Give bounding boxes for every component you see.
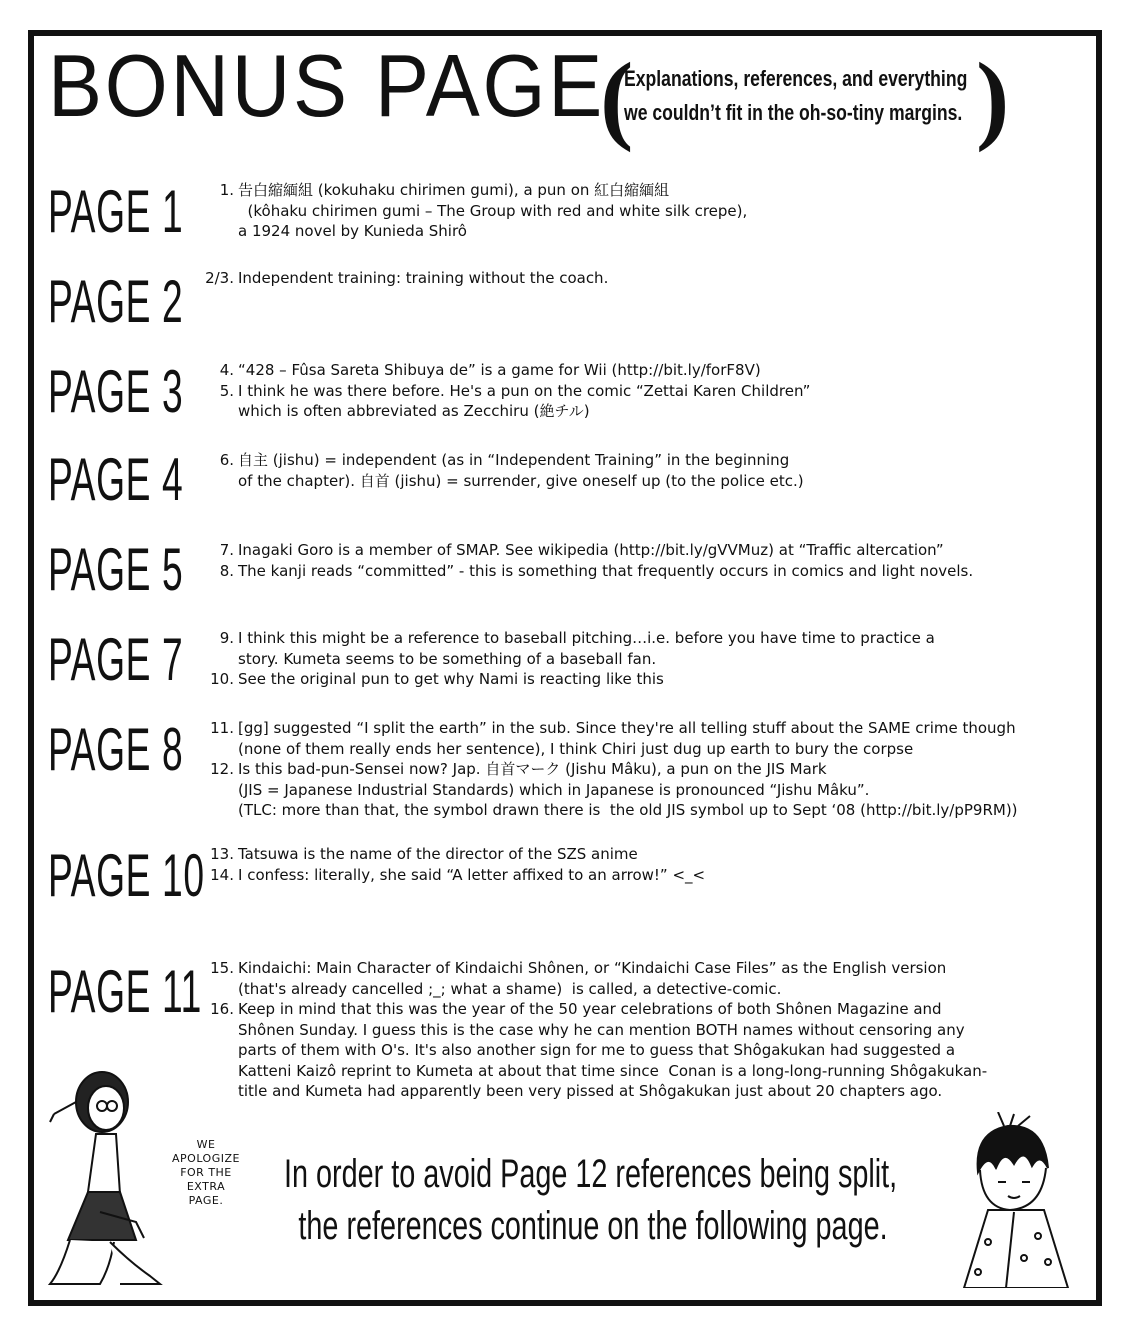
section-notes [202,628,935,690]
note-text: Is this bad-pun-Sensei now? Jap. 自首マーク (Jishu Mâku), a pun on the JIS Mark (JIS = Japanese Industrial Standards) which in Japanese is pronounced “Jishu Mâku”. (TLC: more than that, the symbol drawn there is the old JIS symbol up to Sept ‘08 (http://bit.ly/pP9RM)) [238,760,1018,819]
note-number: 11. [210,719,234,737]
section-label: PAGE 3 [48,358,184,425]
note-item [202,180,747,242]
note-number: 2/3. [205,269,234,287]
note-text: “428 – Fûsa Sareta Shibuya de” is a game for Wii (http://bit.ly/forF8V) [238,361,761,379]
note-number: 4. [219,361,234,379]
note-item [202,999,987,1102]
note-number: 8. [219,561,234,580]
note-number: 12. [210,760,234,778]
note-item [202,865,705,886]
apology-line: PAGE. [188,1194,224,1207]
paren-open: ( [600,42,634,153]
note-item [202,540,973,561]
note-number: 15. [210,959,234,977]
note-text: See the original pun to get why Nami is reacting like this [238,670,664,688]
note-number: 6. [219,451,234,469]
subtitle [624,62,967,130]
note-text: 告白縮緬組 (kokuhaku chirimen gumi), a pun on 紅白縮緬組 (kôhaku chirimen gumi – The Group with red and white silk crepe), a 1924 novel by Kunieda Shirô [238,181,748,240]
note-text: Independent training: training without the coach. [238,269,609,287]
girl-illustration [40,1062,170,1290]
section-notes [202,958,987,1102]
section-notes [202,450,804,491]
subtitle-line-1: Explanations, references, and everything [624,66,968,91]
note-item [202,268,608,289]
note-text: Keep in mind that this was the year of the 50 year celebrations of both Shônen Magazine and Shônen Sunday. I guess this is the case why he can mention BOTH names without censoring any parts of them with O's. It's also another sign for me to guess that Shôgakukan had suggested a Katteni Kaizô reprint to Kumeta at about that time since Conan is a long-long-running Shôgakukan- title and Kumeta had apparently been very pissed at Shôgakukan just about 20 chapters ago. [238,1000,988,1100]
apology-line: WE [196,1138,216,1151]
section-label: PAGE 11 [48,958,202,1025]
note-number: 1. [219,181,234,199]
subtitle-line-2: we couldn’t fit in the oh-so-tiny margins. [624,100,963,125]
apology-line: FOR THE [180,1166,232,1179]
section-label: PAGE 7 [48,626,184,693]
note-item [202,628,935,669]
note-text: Tatsuwa is the name of the director of the SZS anime [238,845,638,863]
apology-line: APOLOGIZE [172,1152,240,1165]
note-text: Kindaichi: Main Character of Kindaichi Shônen, or “Kindaichi Case Files” as the English version (that's already cancelled ;_; what a shame) is called, a detective-comic. [238,959,947,998]
closing-line-1: In order to avoid Page 12 references being split, [284,1152,898,1196]
section-label: PAGE 10 [48,842,205,909]
section-notes [202,268,608,289]
section-notes [202,718,1018,821]
section-label: PAGE 2 [48,268,184,335]
note-text: The kanji reads “committed” - this is something that frequently occurs in comics and light novels. [238,561,974,580]
note-item [202,718,1018,759]
note-item [202,450,804,491]
note-item [202,561,973,582]
note-number: 9. [219,629,234,647]
note-text: [gg] suggested “I split the earth” in the sub. Since they're all telling stuff about the SAME crime though (none of them really ends her sentence), I think Chiri just dug up earth to bury the corpse [238,719,1016,758]
section-notes [202,360,810,422]
note-text: Inagaki Goro is a member of SMAP. See wikipedia (http://bit.ly/gVVMuz) at “Traffic altercation” [238,541,944,559]
section-notes [202,540,973,581]
note-number: 14. [210,865,234,884]
note-text: I confess: literally, she said “A letter affixed to an arrow!” <_< [238,865,706,884]
note-number: 5. [219,381,234,400]
section-label: PAGE 5 [48,536,184,603]
closing-line-2: the references continue on the following page. [298,1204,888,1248]
closing-message [284,1148,918,1252]
note-item [202,844,705,865]
page-title: BONUS PAGE [48,36,605,135]
note-text: I think this might be a reference to baseball pitching…i.e. before you have time to practice a story. Kumeta seems to be something of a baseball fan. [238,629,935,668]
note-number: 16. [210,1000,234,1018]
note-number: 13. [210,845,234,863]
section-notes [202,180,747,242]
apology-note [172,1138,240,1208]
paren-close: ) [976,42,1010,153]
note-number: 10. [210,670,234,688]
note-text: 自主 (jishu) = independent (as in “Independent Training” in the beginning of the chapter). 自首 (jishu) = surrender, give oneself up (to the police etc.) [238,451,804,490]
note-item [202,669,935,690]
note-item [202,958,987,999]
boy-illustration [948,1112,1076,1288]
section-notes [202,844,705,885]
note-item [202,360,810,381]
note-text: I think he was there before. He's a pun on the comic “Zettai Karen Children” which is often abbreviated as Zecchiru (絶チル) [238,381,811,420]
apology-line: EXTRA [186,1180,226,1193]
note-item [202,381,810,422]
note-item [202,759,1018,821]
section-label: PAGE 4 [48,446,184,513]
section-label: PAGE 8 [48,716,184,783]
section-label: PAGE 1 [48,178,184,245]
note-number: 7. [219,541,234,559]
